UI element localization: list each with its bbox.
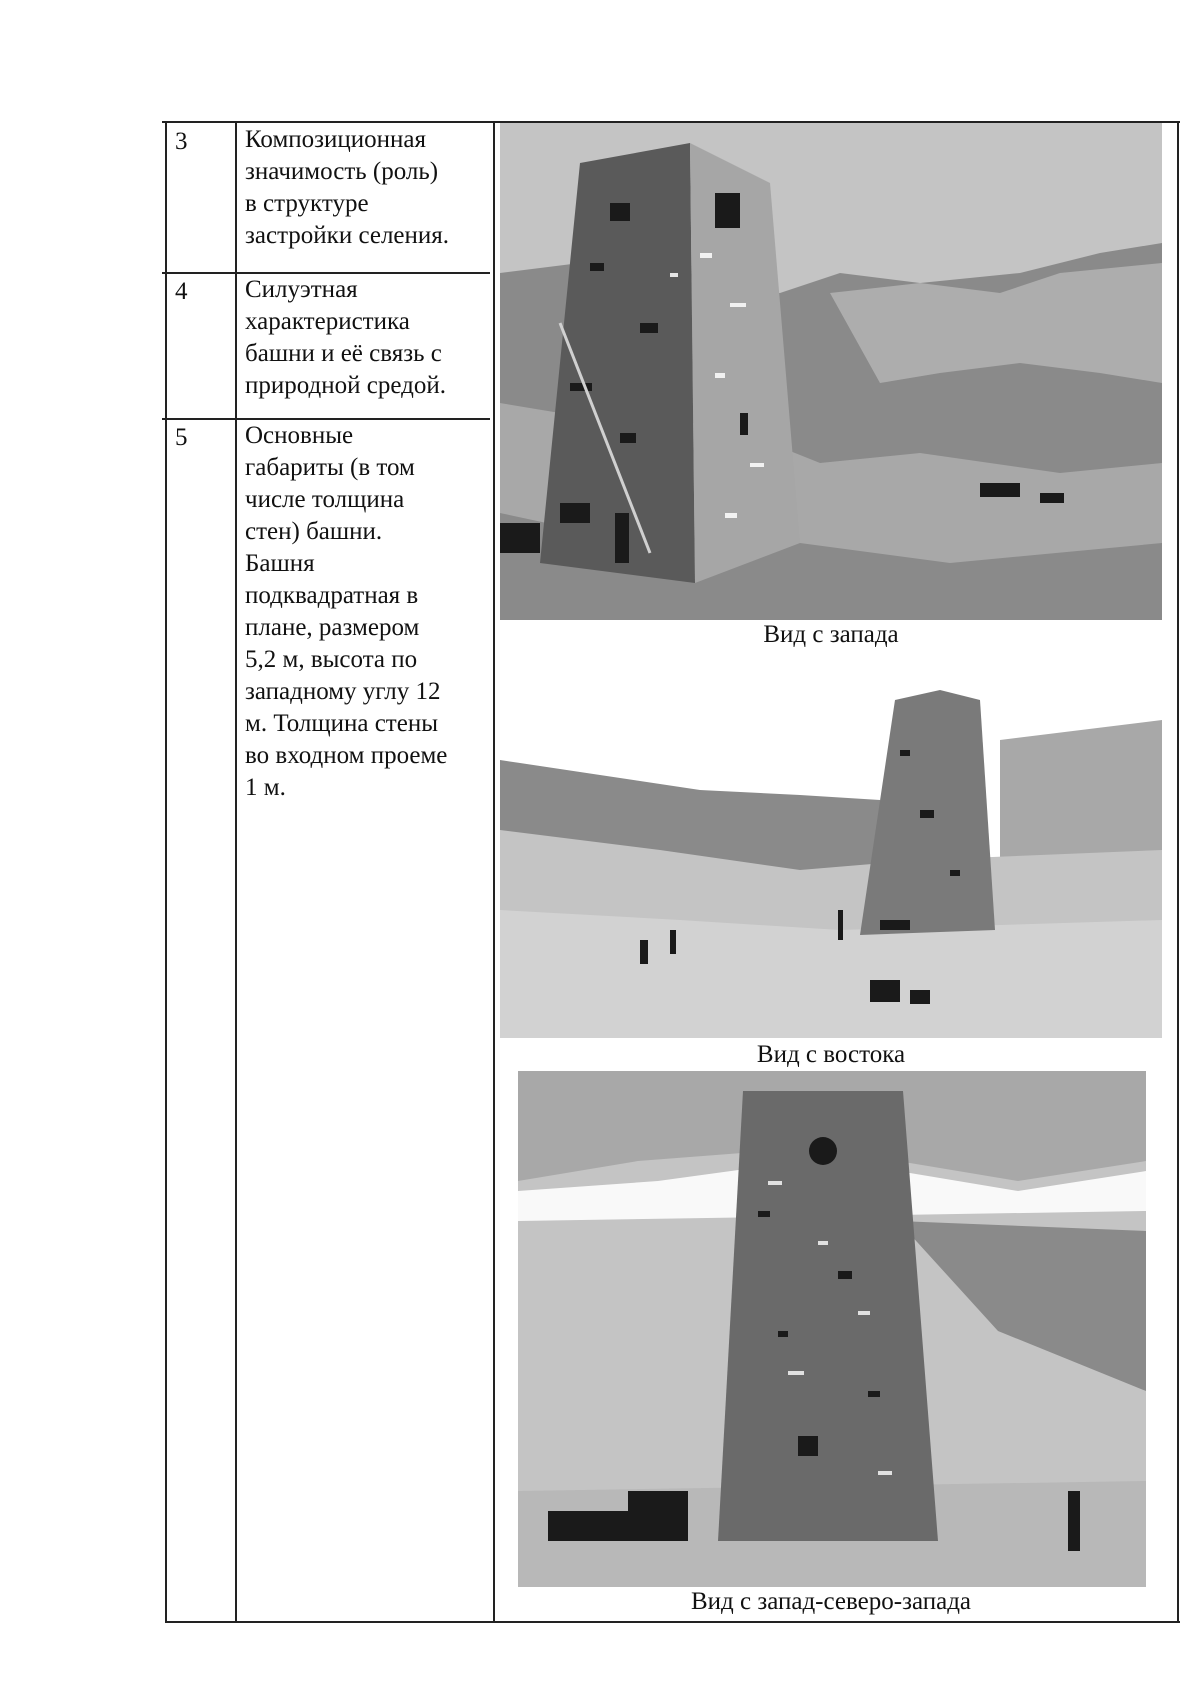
tower-photo-east <box>500 680 1162 1038</box>
row-number-3: 3 <box>175 128 188 155</box>
caption-west-northwest: Вид с запад-северо-запада <box>690 1588 972 1615</box>
row-text-silhouette: Силуэтная характеристика башни и её связь с природной средой. <box>245 276 446 399</box>
caption-east: Вид с востока <box>756 1041 906 1068</box>
tower-photo-west <box>500 123 1162 620</box>
column-divider-photos <box>493 121 495 1623</box>
row-text-composition: Композиционная значимость (роль) в структуре застройки селения. <box>245 126 450 249</box>
table-left-border <box>165 121 167 1623</box>
row-number-4: 4 <box>175 278 188 305</box>
table-right-border <box>1177 121 1179 1623</box>
caption-west: Вид с запада <box>763 621 899 648</box>
row-number-5: 5 <box>175 424 188 451</box>
row-text-dimensions: Основные габариты (в том числе толщина стен) башни. Башня подквадратная в плане, размером 5,2 м, высота по западному углу 12 м. Толщина стены во входном проеме 1 м. <box>245 422 448 801</box>
tower-photo-west-northwest <box>518 1071 1146 1587</box>
table-bottom-border <box>167 1621 1180 1623</box>
column-divider-number <box>235 121 237 1623</box>
